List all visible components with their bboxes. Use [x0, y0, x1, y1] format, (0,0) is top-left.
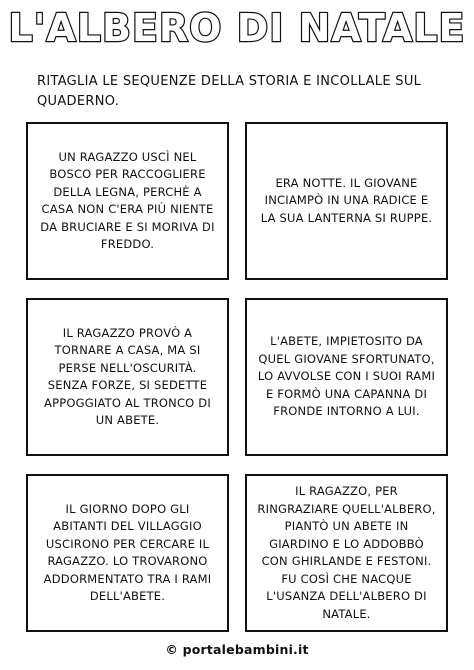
story-card-4-text: L'ABETE, IMPIETOSITO DA QUEL GIOVANE SFORTUNATO, LO AVVOLSE CON I SUOI RAMI E FORMÒ UNA CAPANNA DI FRONDE INTORNO A LUI. — [257, 334, 436, 419]
footer-credit: © portalebambini.it — [165, 642, 309, 657]
story-card-2 — [245, 122, 448, 280]
story-card-5 — [26, 474, 229, 632]
story-card-2-text: ERA NOTTE. IL GIOVANE INCIAMPÒ IN UNA RADICE E LA SUA LANTERNA SI RUPPE. — [260, 175, 433, 225]
instructions-text: RITAGLIA LE SEQUENZE DELLA STORIA E INCOLLALE SUL QUADERNO. — [37, 74, 422, 109]
story-card-1 — [26, 122, 229, 280]
story-card-5-text: IL GIORNO DOPO GLI ABITANTI DEL VILLAGGIO USCIRONO PER CERCARE IL RAGAZZO. LO TROVARONO ADDORMENTATO TRA I RAMI DELL'ABETE. — [43, 501, 212, 603]
story-card-3 — [26, 298, 229, 456]
story-card-4 — [245, 298, 448, 456]
story-card-6-text: IL RAGAZZO, PER RINGRAZIARE QUELL'ALBERO, PIANTÒ UN ABETE IN GIARDINO E LO ADDOBBÒ CON GHIRLANDE E FESTONI. FU COSÌ CHE NACQUE L'USANZA DELL'ALBERO DI NATALE. — [257, 484, 436, 621]
story-card-1-text: UN RAGAZZO USCÌ NEL BOSCO PER RACCOGLIERE DELLA LEGNA, PERCHÈ A CASA NON C'ERA PIÙ NIENTE DA BRUCIARE E SI MORIVA DI FREDDO. — [40, 149, 215, 251]
story-card-3-text: IL RAGAZZO PROVÒ A TORNARE A CASA, MA SI PERSE NELL'OSCURITÀ. SENZA FORZE, SI SEDETTE APPOGGIATO AL TRONCO DI UN ABETE. — [44, 325, 211, 427]
story-card-6 — [245, 474, 448, 632]
page-title: L'ALBERO DI NATALE — [8, 6, 466, 50]
